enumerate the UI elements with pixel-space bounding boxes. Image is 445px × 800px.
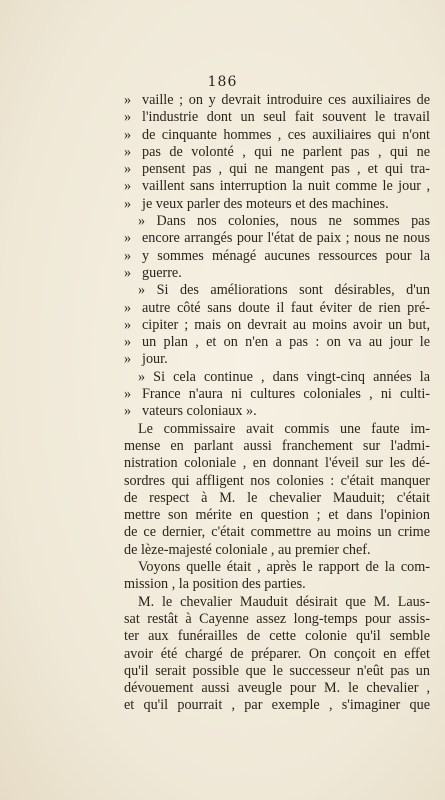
quote-mark: »	[124, 178, 132, 195]
text-line	[124, 369, 430, 386]
text-line	[124, 576, 430, 593]
text-line	[124, 490, 430, 507]
text-line	[124, 455, 430, 472]
line-text: guerre.	[142, 264, 182, 281]
text-line	[124, 542, 430, 559]
line-text: pensent pas , qui ne mangent pas , et qui tra-	[142, 161, 430, 178]
quote-mark: »	[124, 143, 132, 160]
line-text: vateurs coloniaux ».	[142, 403, 257, 420]
page-number: 186	[207, 74, 238, 90]
line-text: France n'aura ni cultures coloniales , ni culti-	[142, 386, 430, 403]
quote-mark: »	[124, 109, 132, 126]
quote-mark: »	[124, 195, 132, 212]
text-line	[124, 663, 430, 680]
text-line	[124, 282, 430, 299]
line-text: vaille ; on y devrait introduire ces auxiliaires de	[142, 92, 430, 108]
line-text: sordres qui affligent nos colonies : c'était manquer	[124, 472, 430, 489]
quote-mark: »	[124, 351, 132, 368]
line-text: » Dans nos colonies, nous ne sommes pas	[138, 213, 430, 230]
text-line	[124, 611, 430, 628]
line-text: mettre son mérite en question ; et dans l'opinion	[124, 507, 430, 524]
text-line	[124, 144, 430, 161]
text-line	[124, 196, 430, 213]
line-text: de lèze-majesté coloniale , au premier chef.	[124, 541, 371, 558]
text-line	[124, 334, 430, 351]
line-text: ter aux funérailles de cette colonie qu'il semble	[124, 628, 430, 645]
line-text: encore arrangés pour l'état de paix ; nous ne nous	[142, 230, 430, 247]
line-text: M. le chevalier Mauduit désirait que M. Laus-	[138, 593, 430, 610]
line-text: nistration coloniale , en donnant l'éveil sur les dé-	[124, 455, 430, 472]
text-line	[124, 248, 430, 265]
line-text: mission , la position des parties.	[124, 576, 306, 593]
text-line	[124, 317, 430, 334]
line-text: vaillent sans interruption la nuit comme le jour ,	[142, 178, 430, 195]
text-line	[124, 351, 430, 368]
line-text: autre côté sans doute il faut éviter de rien pré-	[142, 299, 430, 316]
text-line	[124, 507, 430, 524]
text-line	[124, 646, 430, 663]
line-text: de respect à M. le chevalier Mauduit; c'était	[124, 489, 430, 506]
line-text: mense en parlant aussi franchement sur l'admi-	[124, 437, 430, 454]
text-line	[124, 92, 430, 109]
line-text: un plan , et on n'en a pas : on va au jour le	[142, 334, 430, 351]
line-text: y sommes ménagé aucunes ressources pour la	[142, 247, 430, 264]
line-text: Le commissaire avait commis une faute im-	[138, 420, 430, 437]
quote-mark: »	[124, 230, 132, 247]
text-line	[124, 473, 430, 490]
line-text: cipiter ; mais on devrait au moins avoir un but,	[142, 316, 430, 333]
line-text: et qu'il pourrait , par exemple , s'imaginer que	[124, 697, 430, 714]
text-line	[124, 230, 430, 247]
quote-mark: »	[124, 334, 132, 351]
quote-mark: »	[124, 299, 132, 316]
text-line	[124, 386, 430, 403]
line-text: pas de volonté , qui ne parlent pas , qui ne	[142, 143, 430, 160]
text-line	[124, 680, 430, 697]
text-line	[124, 213, 430, 230]
text-line	[124, 403, 430, 420]
quote-mark: »	[124, 126, 132, 143]
text-line	[124, 127, 430, 144]
text-line	[124, 559, 430, 576]
line-text: jour.	[142, 351, 168, 368]
line-text: dévouement aussi aveugle pour M. le chevalier ,	[124, 680, 430, 697]
text-line	[124, 161, 430, 178]
text-line	[124, 438, 430, 455]
text-line	[124, 594, 430, 611]
line-text: je veux parler des moteurs et des machines.	[142, 195, 389, 212]
line-text: avoir été chargé de préparer. On conçoit en effet	[124, 645, 430, 662]
text-line	[124, 524, 430, 541]
quote-mark: »	[124, 316, 132, 333]
quote-mark: »	[124, 247, 132, 264]
text-line	[124, 421, 430, 438]
line-text: qu'il serait possible que le successeur n'eût pas un	[124, 662, 430, 679]
text-line	[124, 300, 430, 317]
line-text: sat restât à Cayenne assez long-temps pour assis-	[124, 610, 430, 627]
text-line	[124, 178, 430, 195]
line-text: Voyons quelle était , après le rapport de la com-	[138, 559, 430, 576]
line-text: de cinquante hommes , ces auxiliaires qui n'ont	[142, 126, 430, 143]
quote-mark: »	[124, 92, 132, 108]
text-line	[124, 265, 430, 282]
quote-mark: »	[124, 386, 132, 403]
line-text: » Si cela continue , dans vingt-cinq années la	[138, 368, 430, 385]
quote-mark: »	[124, 264, 132, 281]
quote-mark: »	[124, 403, 132, 420]
line-text: » Si des améliorations sont désirables, d'un	[138, 282, 430, 299]
quote-mark: »	[124, 161, 132, 178]
text-line	[124, 628, 430, 645]
line-text: l'industrie dont un seul fait souvent le travail	[142, 109, 430, 126]
body-text	[124, 92, 430, 715]
line-text: de ce dernier, c'était commettre au moins un crime	[124, 524, 430, 541]
text-line	[124, 697, 430, 714]
text-line	[124, 109, 430, 126]
